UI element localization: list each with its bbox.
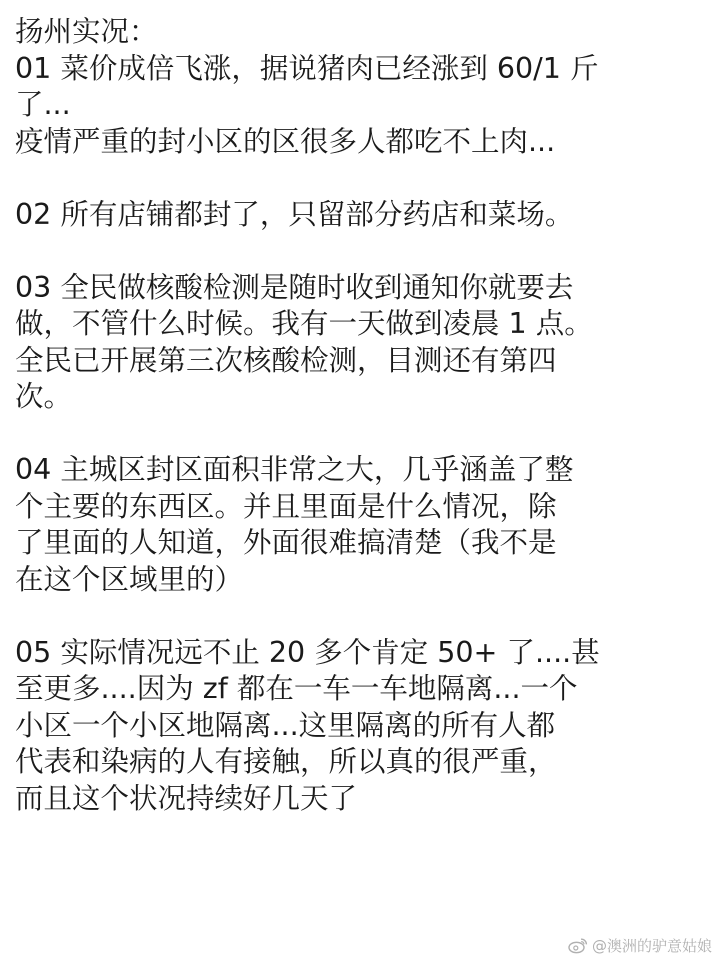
note-line: 个主要的东西区。并且里面是什么情况，除 (15, 489, 557, 523)
section-05 (15, 635, 705, 818)
note-line: 而且这个状况持续好几天了 (15, 781, 358, 815)
note-line: 04 主城区封区面积非常之大，几乎涵盖了整 (15, 453, 574, 486)
weibo-watermark (568, 935, 712, 956)
paragraph-gap (15, 160, 705, 197)
watermark-text: @澳洲的驴意姑娘 (591, 937, 712, 955)
note-title: 扬州实况： (15, 15, 158, 48)
paragraph-gap (15, 598, 705, 635)
note-line: 03 全民做核酸检测是随时收到通知你就要去 (15, 270, 574, 304)
paragraph-gap (15, 233, 705, 270)
paragraph-gap (15, 416, 705, 453)
note-line: 次。 (15, 380, 73, 413)
note-line: 02 所有店铺都封了，只留部分药店和菜场。 (15, 197, 574, 231)
note-line: 在这个区域里的） (15, 562, 244, 596)
weibo-icon (568, 937, 588, 954)
section-01 (15, 51, 705, 161)
note-line: 代表和染病的人有接触，所以真的很严重， (15, 745, 557, 778)
section-02 (15, 197, 705, 234)
note-line: 05 实际情况远不止 20 多个肯定 50+ 了....甚 (15, 635, 600, 669)
note-line: 了... (15, 88, 71, 121)
section-03 (15, 270, 705, 416)
note-line: 做，不管什么时候。我有一天做到凌晨 1 点。 (15, 307, 593, 340)
note-line: 01 菜价成倍飞涨，据说猪肉已经涨到 60/1 斤 (15, 51, 599, 85)
section-04 (15, 452, 705, 598)
note-line: 了里面的人知道，外面很难搞清楚（我不是 (15, 526, 557, 559)
note-line: 小区一个小区地隔离...这里隔离的所有人都 (15, 708, 556, 742)
note-content (15, 14, 705, 817)
note-line: 疫情严重的封小区的区很多人都吃不上肉... (15, 124, 556, 158)
note-line: 至更多....因为 zf 都在一车一车地隔离...一个 (15, 672, 578, 705)
note-line: 全民已开展第三次核酸检测，目测还有第四 (15, 343, 557, 377)
